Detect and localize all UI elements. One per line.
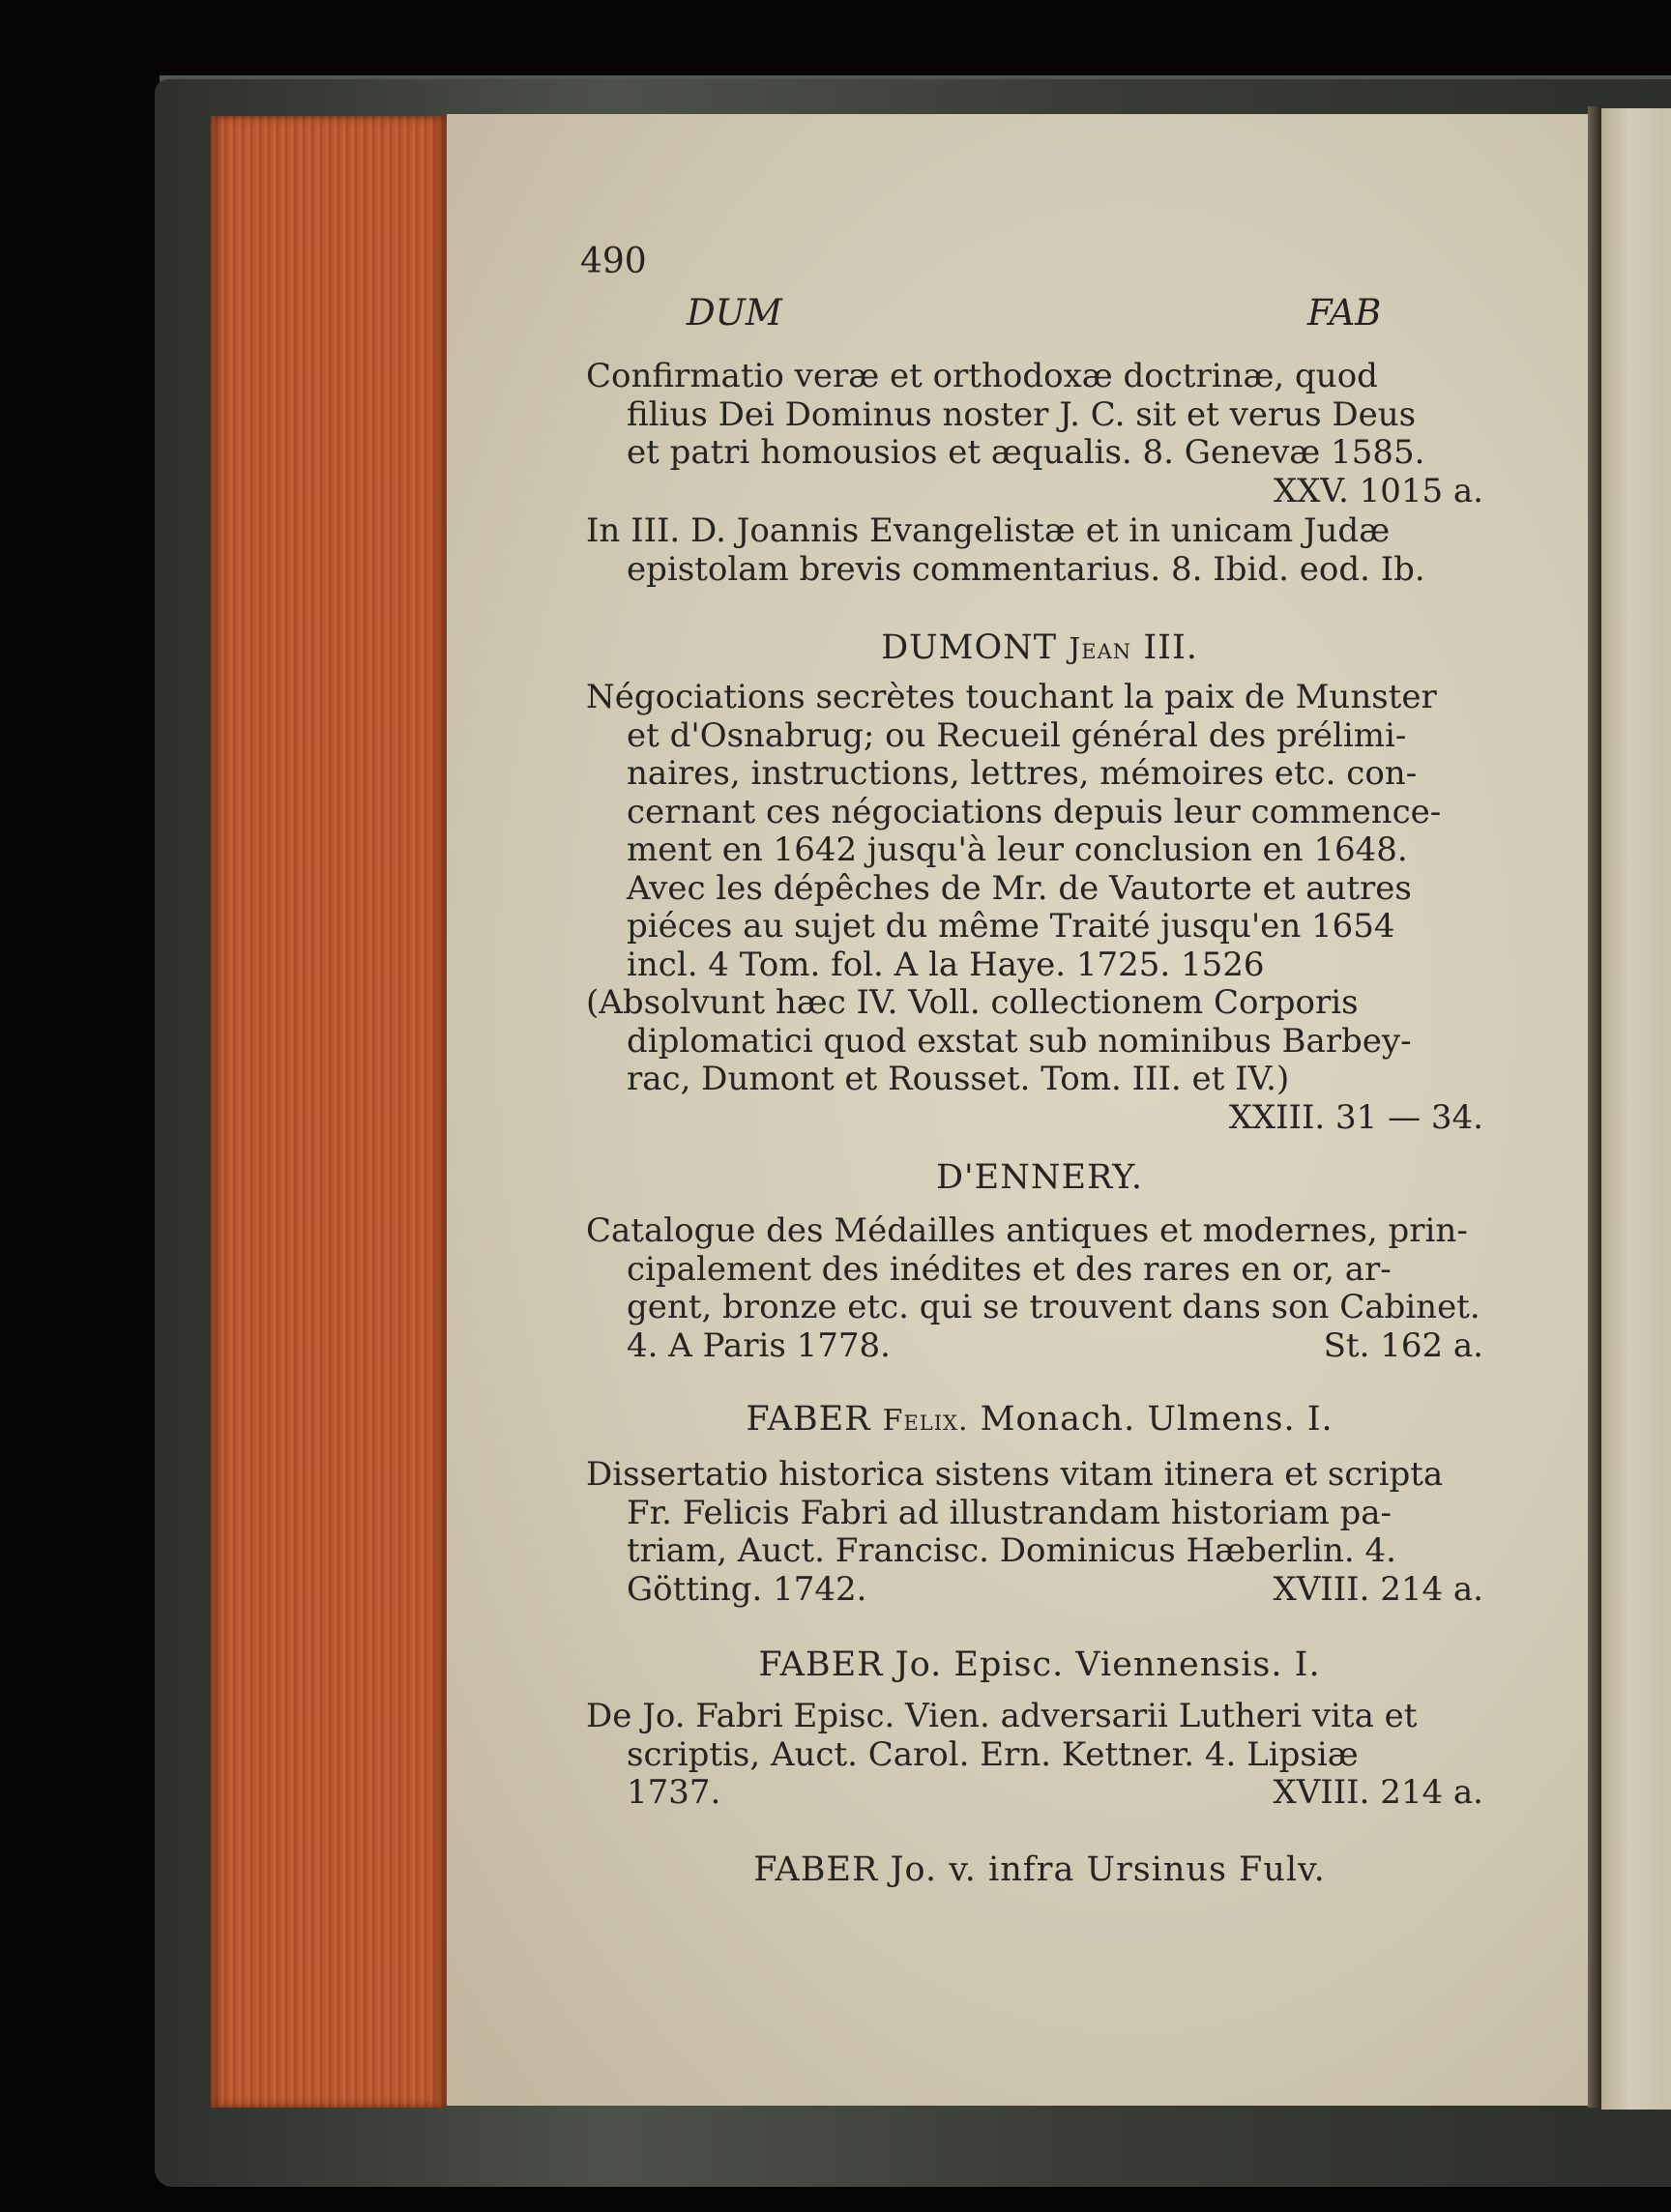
entry-line: De Jo. Fabri Episc. Vien. adversarii Lutheri vita et	[586, 1697, 1418, 1735]
entry-dissertatio-historica	[586, 1456, 1495, 1609]
entry-line: et d'Osnabrug; ou Recueil général des prélimi-	[627, 715, 1407, 755]
entry-line: ment en 1642 jusqu'à leur conclusion en 1648.	[627, 830, 1408, 869]
entry-line: Négociations secrètes touchant la paix de Munster	[586, 678, 1437, 716]
heading-name: DUMONT	[881, 628, 1058, 667]
entry-in-iii-d-joannis	[586, 512, 1495, 589]
author-heading-faber-felix	[580, 1400, 1499, 1439]
entry-line: cipalement des inédites et des rares en or, ar-	[627, 1249, 1392, 1289]
author-heading-faber-jo-episc: FABER Jo. Episc. Viennensis. I.	[758, 1645, 1321, 1684]
entry-line: cernant ces négociations depuis leur commence-	[627, 792, 1442, 831]
entry-line	[586, 1774, 1495, 1813]
book-gutter	[1588, 106, 1601, 2108]
entry-confirmatio	[586, 358, 1495, 510]
running-header-left: DUM	[687, 292, 782, 334]
entry-line: triam, Auct. Francisc. Dominicus Hæberlin. 4.	[627, 1531, 1396, 1570]
heading-number: III.	[1143, 628, 1198, 667]
facing-page	[1601, 108, 1671, 2110]
entry-line: Catalogue des Médailles antiques et modernes, prin-	[586, 1211, 1468, 1250]
entry-line: Avec les dépêches de Mr. de Vautorte et autres	[627, 868, 1412, 908]
entry-imprint: 1737.	[627, 1773, 721, 1812]
entry-line	[586, 1571, 1495, 1610]
entry-line: naires, instructions, lettres, mémoires etc. con-	[627, 754, 1418, 793]
heading-first-name: Jean	[1069, 632, 1132, 666]
entry-line	[586, 1327, 1495, 1366]
entry-line: Confirmatio veræ et orthodoxæ doctrinæ, quod	[586, 357, 1378, 395]
running-header-right: FAB	[1307, 292, 1382, 334]
entry-imprint: 4. A Paris 1778.	[627, 1325, 891, 1365]
author-heading-dumont	[580, 628, 1499, 667]
entry-line: filius Dei Dominus noster J. C. sit et verus Deus	[627, 394, 1417, 434]
entry-shelfmark: XXV. 1015 a.	[1273, 471, 1483, 510]
entry-line: diplomatici quod exstat sub nominibus Barbey-	[627, 1021, 1412, 1061]
entry-line: piéces au sujet du même Traité jusqu'en 1654	[627, 907, 1395, 946]
entry-shelfmark: St. 162 a.	[1323, 1325, 1483, 1365]
entry-line: incl. 4 Tom. fol. A la Haye. 1725. 1526	[627, 945, 1265, 984]
entry-imprint: Götting. 1742.	[627, 1569, 867, 1609]
page-edges	[211, 116, 447, 2108]
page-number: 490	[580, 242, 647, 281]
heading-name: FABER	[746, 1400, 871, 1439]
entry-line: gent, bronze etc. qui se trouvent dans son Cabinet.	[627, 1288, 1480, 1326]
author-heading-faber-jo-cross-reference: FABER Jo. v. infra Ursinus Fulv.	[753, 1850, 1326, 1889]
entry-negociations	[586, 679, 1495, 1137]
entry-de-jo-fabri	[586, 1698, 1495, 1813]
entry-shelfmark: XVIII. 214 a.	[1273, 1773, 1483, 1812]
entry-shelfmark: XXIII. 31 — 34.	[1228, 1097, 1483, 1137]
entry-line: In III. D. Joannis Evangelistæ et in unicam Judæ	[586, 511, 1391, 550]
entry-line: scriptis, Auct. Carol. Ern. Kettner. 4. Lipsiæ	[627, 1734, 1359, 1774]
entry-line: Dissertatio historica sistens vitam itinera et scripta	[586, 1455, 1444, 1494]
entry-line: Fr. Felicis Fabri ad illustrandam historiam pa-	[627, 1493, 1392, 1532]
entry-line: epistolam brevis commentarius. 8. Ibid. eod. Ib.	[627, 549, 1425, 589]
entry-line: rac, Dumont et Rousset. Tom. III. et IV.)	[627, 1060, 1290, 1098]
heading-first-name: Felix.	[882, 1404, 969, 1438]
entry-line: et patri homousios et æqualis. 8. Genevæ 1585.	[627, 433, 1425, 472]
entry-line: (Absolvunt hæc IV. Voll. collectionem Corporis	[586, 983, 1359, 1022]
entry-catalogue-medailles	[586, 1212, 1495, 1365]
entry-shelfmark: XVIII. 214 a.	[1273, 1569, 1483, 1609]
heading-rest: Monach. Ulmens. I.	[980, 1400, 1334, 1439]
author-heading-dennery: D'ENNERY.	[935, 1158, 1144, 1197]
